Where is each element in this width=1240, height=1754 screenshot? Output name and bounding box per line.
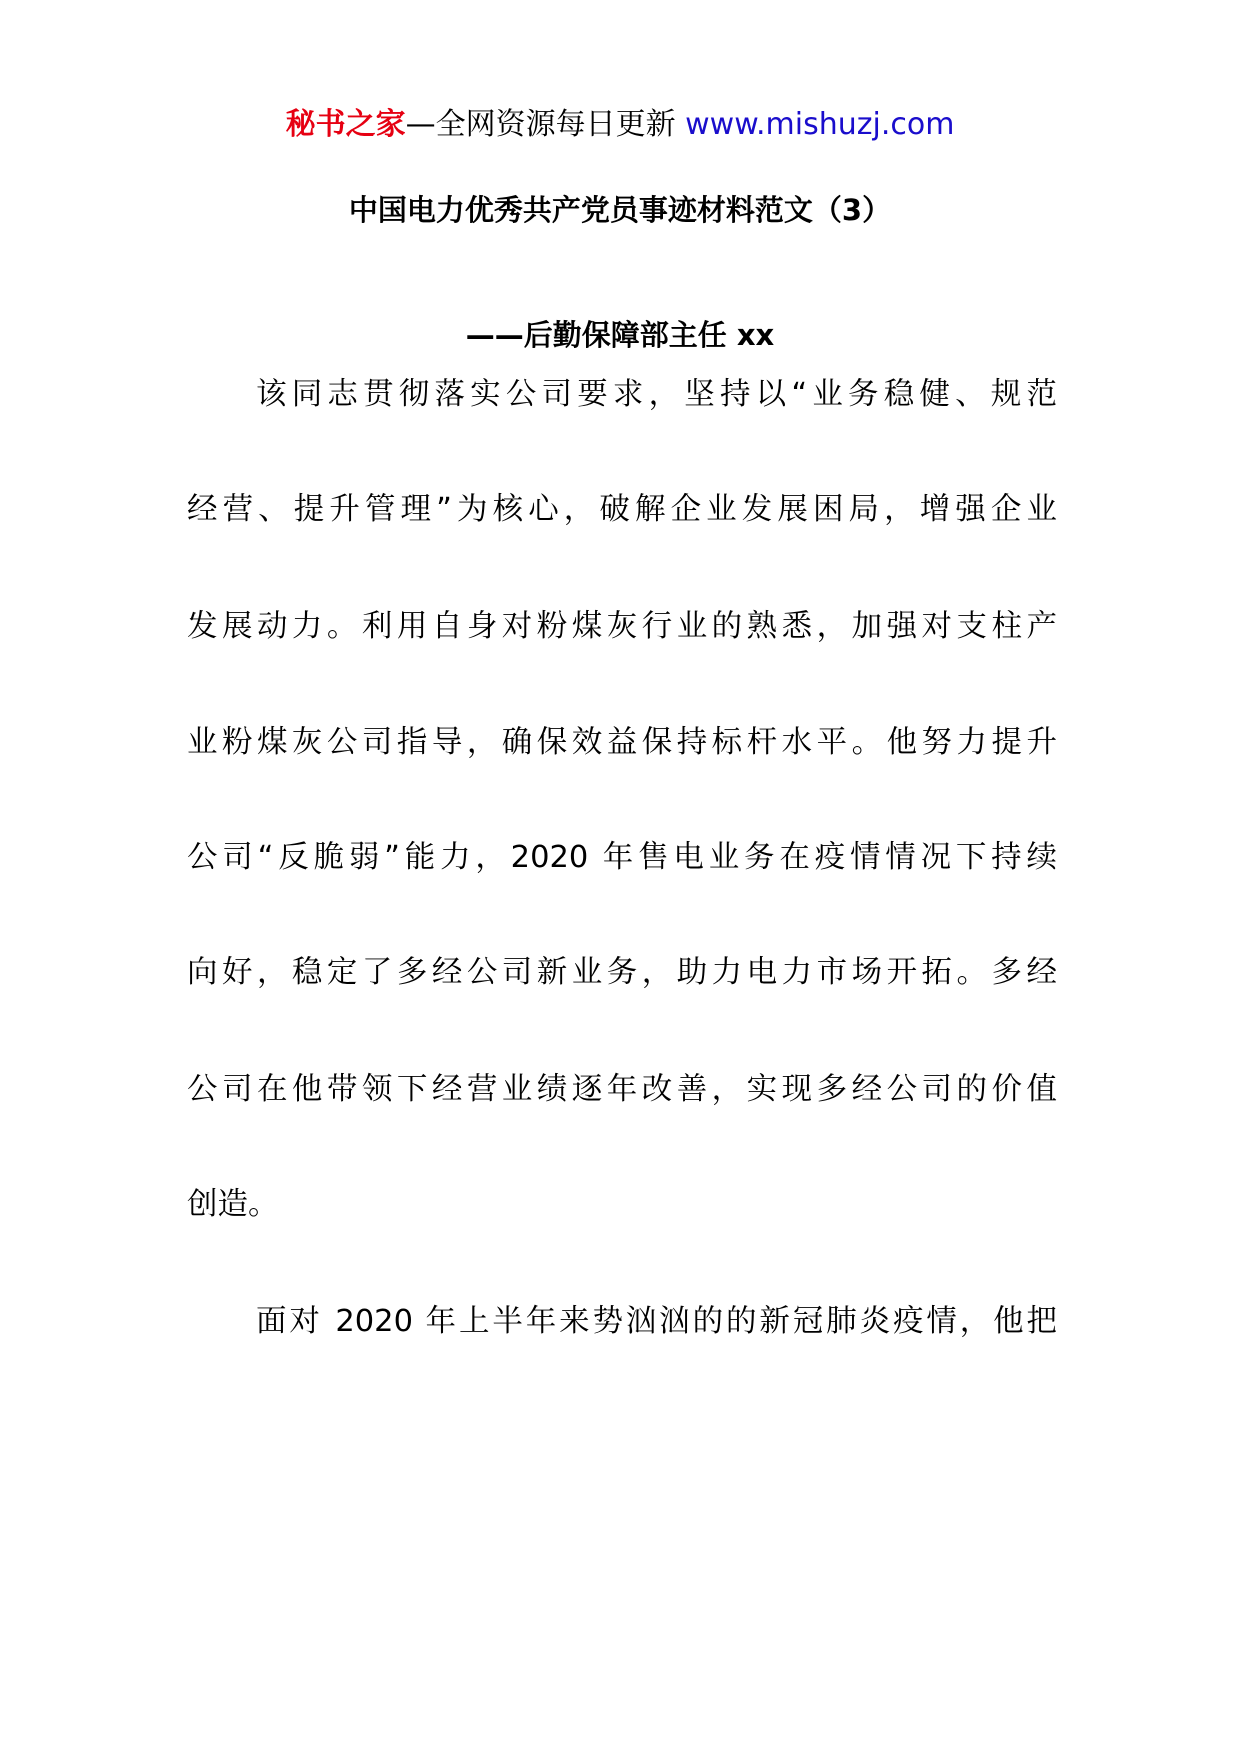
document-subtitle: ——后勤保障部主任 xx	[465, 318, 775, 352]
site-header	[0, 100, 1240, 150]
paragraph-line: 经营、提升管理”为核心，破解企业发展困局，增强企业	[187, 492, 1057, 527]
paragraph-line: 公司在他带领下经营业绩逐年改善，实现多经公司的价值	[187, 1072, 1057, 1107]
paragraph-line: 向好，稳定了多经公司新业务，助力电力市场开拓。多经	[187, 955, 1057, 990]
paragraph-line: 发展动力。利用自身对粉煤灰行业的熟悉，加强对支柱产	[187, 609, 1057, 644]
paragraph-line: 创造。	[187, 1187, 279, 1222]
paragraph-line: 面对 2020 年上半年来势汹汹的的新冠肺炎疫情，他把	[256, 1304, 1057, 1339]
site-url-link[interactable]: www.mishuzj.com	[685, 107, 955, 142]
paragraph-line: 业粉煤灰公司指导，确保效益保持标杆水平。他努力提升	[187, 725, 1057, 760]
paragraph-line: 公司“反脆弱”能力，2020 年售电业务在疫情情况下持续	[187, 840, 1057, 875]
document-title: 中国电力优秀共产党员事迹材料范文（3）	[348, 193, 892, 227]
paragraph-line: 该同志贯彻落实公司要求，坚持以“业务稳健、规范	[256, 377, 1057, 412]
site-name: 秘书之家	[285, 107, 406, 142]
site-tagline: —全网资源每日更新	[405, 107, 686, 142]
